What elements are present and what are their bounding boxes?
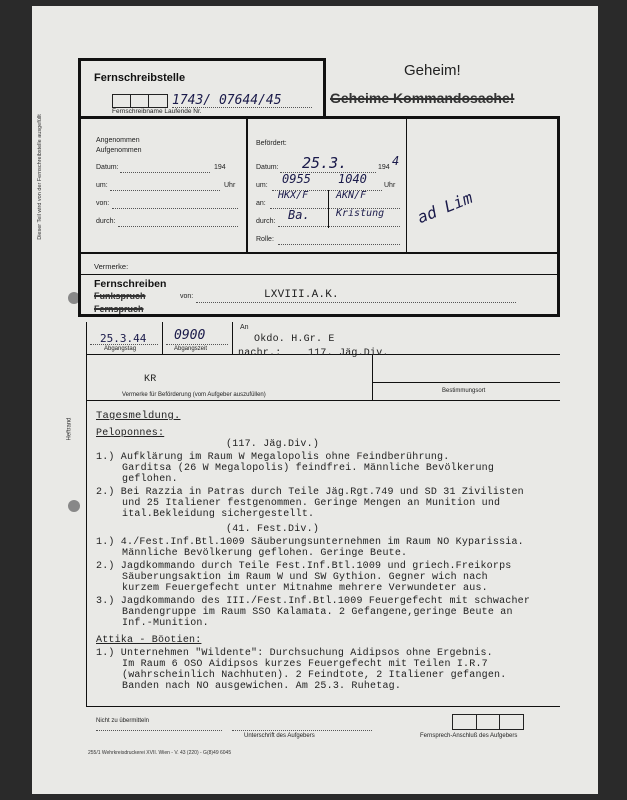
printer-note: 255/1 Wehrkreisdruckerei XVII. Wien - V. 43 (220) - G(8)49 6045 [88, 750, 232, 756]
report-item-cont: ital.Bekleidung sichergestellt. [122, 509, 315, 520]
forwarded-time-label: um: [256, 182, 268, 189]
forwarded-by-1: Ba. [288, 208, 310, 222]
forwarded-time-2: 1040 [338, 172, 367, 186]
received-unit: Uhr [224, 182, 236, 189]
telegram-type-struck-1: Funkspruch [94, 291, 146, 301]
forwarded-to-1: HKX/F [278, 190, 309, 201]
received-title [96, 136, 142, 156]
report-item: 2.) Bei Razzia in Patras durch Teile Jäg.Rgt.749 und SD 31 Zivilisten [96, 487, 524, 498]
report-item: 1.) Aufklärung im Raum W Megalopolis ohne Feindberührung. [96, 452, 450, 463]
dispatch-time: 0900 [174, 328, 206, 343]
received-title-2: Aufgenommen [96, 147, 142, 154]
telegram-type-struck-2: Fernspruch [94, 304, 144, 314]
dispatch-cc-label: nachr.: [238, 348, 282, 359]
dispatch-to-value: Okdo. H.Gr. E [254, 334, 335, 345]
priority-mark: KR [144, 374, 157, 385]
report-item-cont: geflohen. [122, 474, 178, 485]
station-title: Fernschreibstelle [94, 72, 186, 84]
forwarded-to-label: an: [256, 200, 266, 207]
forwarded-title: Befördert: [256, 140, 287, 147]
signature-label: Unterschrift des Aufgebers [244, 733, 315, 739]
forwarded-unit: Uhr [384, 182, 396, 189]
report-item-cont: Männliche Bevölkerung geflohen. Geringe Beute. [122, 548, 408, 559]
report-item: 1.) Unternehmen "Wildente": Durchsuchung Aidipsos ohne Ergebnis. [96, 648, 493, 659]
report-item-cont: (wahrscheinlich Nachhuten). 2 Feindtote, 2 Italiener gefangen. [122, 670, 507, 681]
telegram-form [32, 6, 598, 794]
report-item: 1.) 4./Fest.Inf.Btl.1009 Säuberungsunternehmen im Raum NO Kyparissia. [96, 537, 524, 548]
received-date-label: Datum: [96, 164, 119, 171]
forwarded-by-2: Kristung [336, 208, 385, 219]
received-year: 194 [214, 164, 226, 171]
side-note: Dieser Teil wird von der Fernschreibstelle ausgefüllt [37, 114, 43, 240]
report-item-cont: und 25 Italiener festgenommen. Geringe Mengen an Munition und [122, 498, 501, 509]
forwarded-date-value: 25.3. [302, 154, 348, 172]
punch-hole-bottom [68, 500, 80, 512]
report-item-cont: Inf.-Munition. [122, 618, 209, 629]
sequence-label: Fernschreibname Laufende Nr. [112, 108, 202, 115]
classification: Geheim! [404, 62, 461, 79]
report-item-cont: Bandengruppe im Raum SSO Kalamata. 2 Gefangene,geringe Beute an [122, 607, 513, 618]
telegram-from-value: LXVIII.A.K. [264, 289, 339, 301]
classification-struck: Geheime Kommandosache! [330, 90, 515, 106]
received-by-label: durch: [96, 218, 116, 225]
unit-heading: (117. Jäg.Div.) [226, 439, 320, 450]
received-time-label: um: [96, 182, 108, 189]
forwarded-to-2: AKN/F [336, 190, 367, 201]
region-heading: Attika - Böotien: [96, 635, 202, 646]
forwarded-by-label: durch: [256, 218, 276, 225]
report-item-cont: Banden nach NO ausgewichen. Am 25.3. Ruhetag. [122, 681, 402, 692]
dispatch-cc-value: 117. Jäg.Div. [308, 348, 389, 359]
not-transmit-label: Nicht zu übermitteln [96, 718, 150, 724]
destination-label: Bestimmungsort [442, 388, 486, 394]
report-item-cont: kurzem Feuergefecht unter Mitnahme mehrere Verwundeter aus. [122, 583, 488, 594]
forwarded-role-label: Rolle: [256, 236, 274, 243]
forwarded-year-value: 4 [392, 154, 400, 168]
report-item-cont: Garditsa (26 W Megalopolis) feindfrei. Männliche Bevölkerung [122, 463, 495, 474]
region-heading: Peloponnes: [96, 428, 165, 439]
body-heading: Tagesmeldung. [96, 410, 181, 422]
sequence-boxes [112, 94, 168, 108]
dispatch-to-label: An [240, 324, 249, 331]
report-item: 3.) Jagdkommando des III./Fest.Inf.Btl.1009 Feuergefecht mit schwacher [96, 596, 531, 607]
priority-label: Vermerke für Beförderung (vom Aufgeber auszufüllen) [122, 392, 266, 398]
handwritten-signature: ad Lim [414, 187, 476, 228]
report-item-cont: Säuberungsaktion im Raum W und SW Gythion. Gegner wich nach [122, 572, 488, 583]
report-item-cont: Im Raum 6 OSO Aidipsos kurzes Feuergefecht mit Teilen I.R.7 [122, 659, 488, 670]
received-from-label: von: [96, 200, 110, 207]
phone-label: Fernsprech-Anschluß des Aufgebers [420, 733, 518, 739]
report-item: 2.) Jagdkommando durch Teile Fest.Inf.Btl.1009 und griech.Freikorps [96, 561, 512, 572]
telegram-type: Fernschreiben [94, 278, 167, 290]
phone-boxes [452, 714, 524, 730]
forwarded-year: 194 [378, 164, 390, 171]
received-title-1: Angenommen [96, 137, 140, 144]
dispatch-date: 25.3.44 [100, 332, 147, 345]
unit-heading: (41. Fest.Div.) [226, 524, 320, 535]
telegram-from-label: von: [180, 293, 194, 300]
remarks-label: Vermerke: [94, 262, 129, 271]
dispatch-time-label: Abgangszeit [174, 346, 208, 352]
dispatch-date-label: Abgangstag [104, 346, 137, 352]
forwarded-date-label: Datum: [256, 164, 279, 171]
sequence-number: 1743/ 07644/45 [172, 93, 282, 108]
heftrand-label: Heftrand [66, 417, 73, 441]
forwarded-time-1: 0955 [282, 172, 311, 186]
